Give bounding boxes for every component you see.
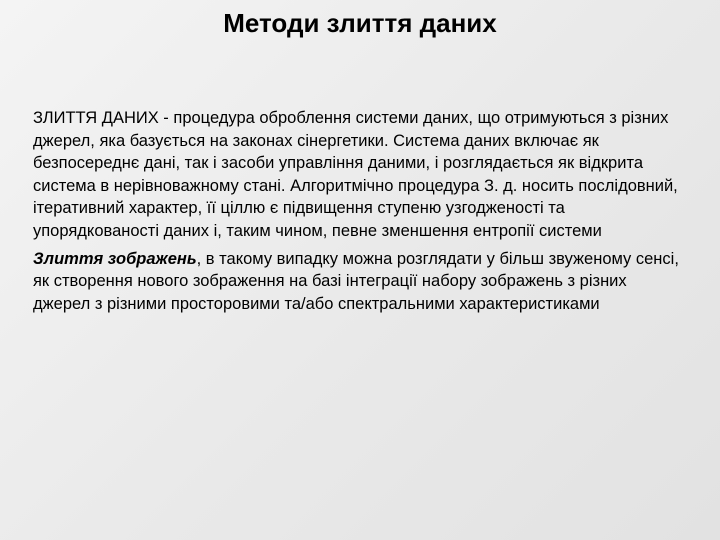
- image-fusion-paragraph: [33, 248, 685, 316]
- image-fusion-term: Злиття зображень: [33, 249, 197, 268]
- slide-body: [33, 107, 685, 315]
- image-fusion-description: , в такому випадку можна розглядати у більш звуженому сенсі, як створення нового зображення на базі інтеграції набору зображень з різних джерел з різними просторовими та/або спектральними характеристиками: [33, 249, 679, 313]
- definition-paragraph: ЗЛИТТЯ ДАНИХ - процедура оброблення системи даних, що отримуються з різних джерел, яка базується на законах сінергетики. Система даних включає як безпосереднє дані, так і засоби управління даними, і розглядається як відкрита система в нерівноважному стані. Алгоритмічно процедура З. д. носить послідовний, ітеративний характер, її ціллю є підвищення ступеню узгодженості та упорядкованості даних і, таким чином, певне зменшення ентропії системи: [33, 109, 678, 240]
- slide-title: Методи злиття даних: [223, 8, 497, 38]
